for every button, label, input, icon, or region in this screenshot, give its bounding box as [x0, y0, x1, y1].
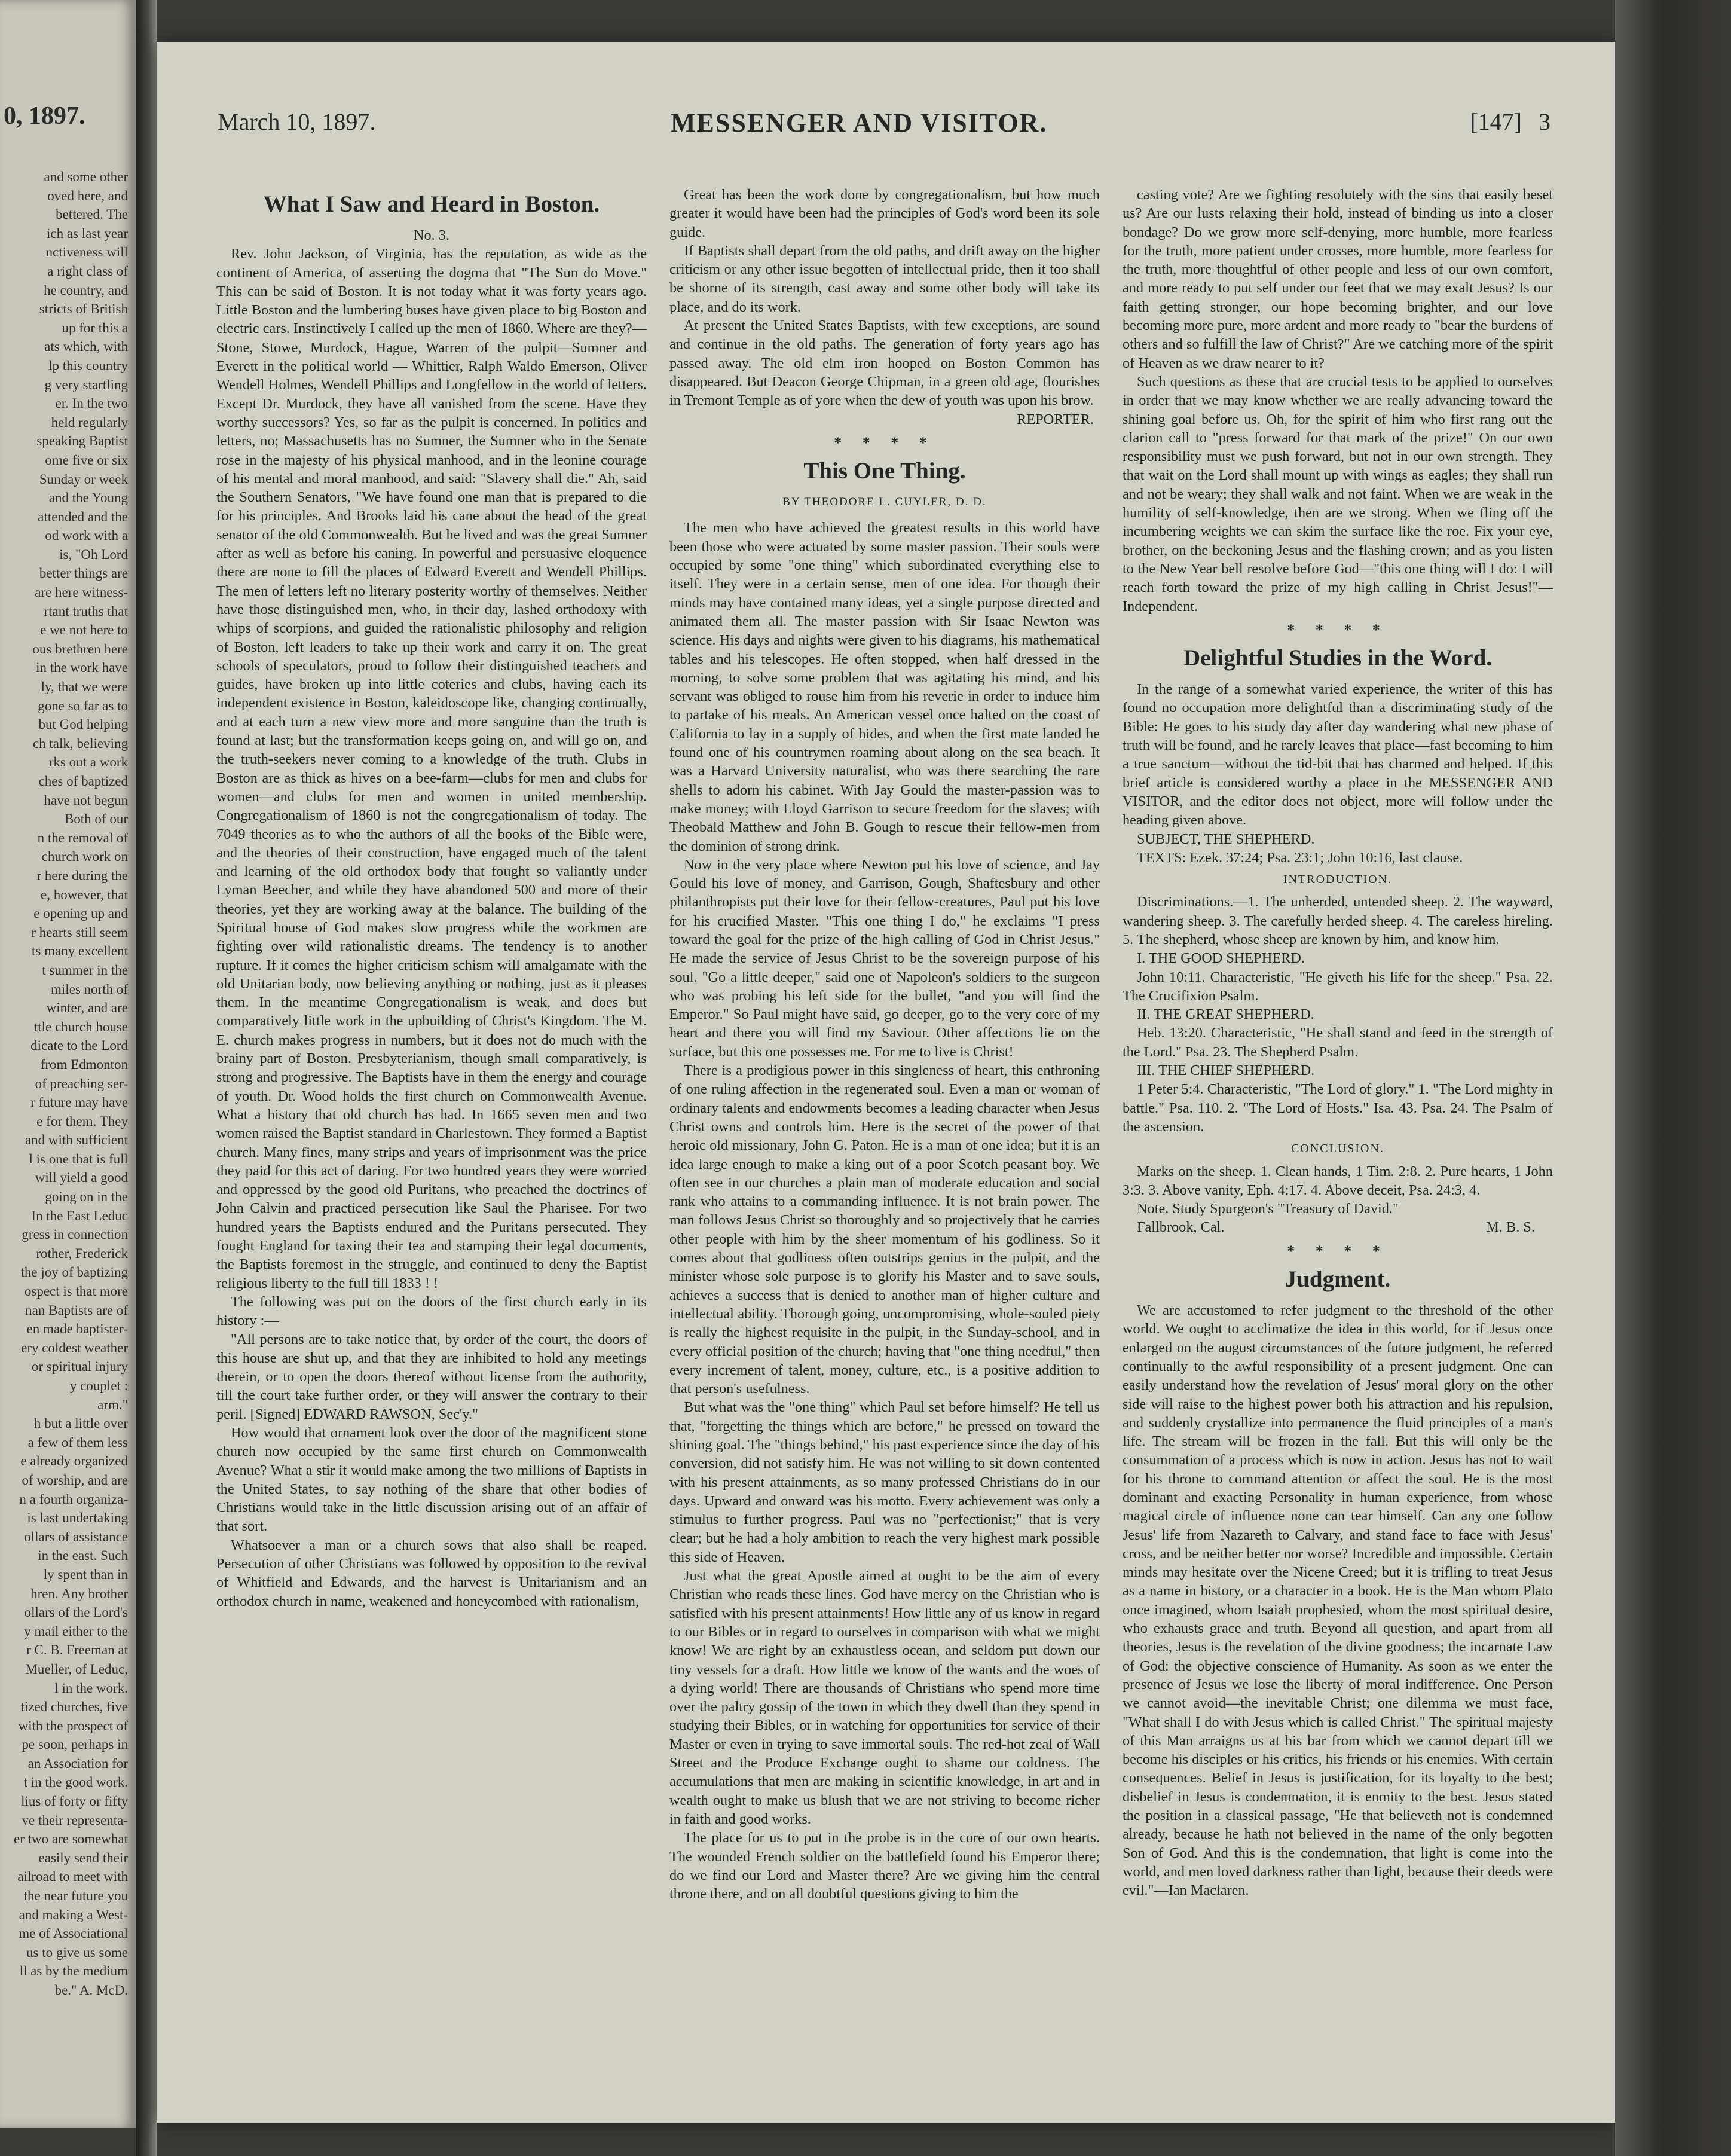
adjacent-page-line: y couplet : [69, 1378, 128, 1393]
adjacent-page-line: ll as by the medium [19, 1963, 128, 1979]
article-body-one-thing-continued [1123, 185, 1553, 616]
adjacent-page-line: hren. Any brother [30, 1586, 128, 1601]
adjacent-page-line: up for this a [62, 320, 128, 335]
adjacent-page-line: attended and the [38, 509, 128, 524]
adjacent-page-line: ats which, with [44, 339, 128, 355]
adjacent-page-line: gone so far as to [38, 698, 128, 713]
adjacent-page-line: t summer in the [42, 962, 128, 978]
adjacent-page-line: arm." [97, 1397, 128, 1412]
adjacent-page-line: l in the work. [54, 1680, 128, 1696]
studies-initials: M. B. S. [1486, 1219, 1535, 1236]
adjacent-page-line: winter, and are [46, 1000, 128, 1016]
adjacent-page-line: e for them. They [36, 1113, 128, 1129]
page-number: [147] 3 [1470, 108, 1550, 135]
article-signature: REPORTER. [1017, 411, 1094, 427]
adjacent-page-line: tized churches, five [20, 1699, 128, 1715]
studies-texts: TEXTS: Ezek. 37:24; Psa. 23:1; John 10:16, last clause. [1137, 849, 1463, 866]
article-body-one-thing [669, 518, 1100, 1903]
article-paragraph: There is a prodigious power in this singleness of heart, this enthroning of one ruling affection in the regenerated soul. Even a man or woman of ordinary talents and endowments becomes a leading character when Jesus Christ owns and controls him. Here is the secret of the power of that heroic old missionary, John G. Paton. He is a man of one idea; but it is an idea large enough to make a king out of a poor Scotch peasant boy. We often see in our churches a plain man of moderate education and social rank who attains to a commanding influence. It is not brain power. The man follows Jesus Christ so thoroughly and so projectively that he carries other people with him by the sheer momentum of his godliness. So it comes about that godliness often outstrips genius in the pulpit, and the minister whose sole purpose is to glorify his Master and to save souls, achieves a success that is denied to another man of higher culture and intellectual ability. Thorough going, uncompromising, whole-souled piety is really the highest requisite in the pulpit, in the Sunday-school, and in every official position of the church; having that "one thing needful," then every increment of talent, money, culture, etc., is a positive addition to that person's usefulness. [669, 1062, 1100, 1397]
outline-item: II. THE GREAT SHEPHERD. [1137, 1006, 1314, 1023]
adjacent-page-line: have not begun [44, 792, 128, 808]
adjacent-page-line: of worship, and are [22, 1472, 128, 1488]
adjacent-page-text [0, 167, 128, 2000]
adjacent-page-line: lius of forty or fifty [21, 1794, 128, 1809]
outline-item: John 10:11. Characteristic, "He giveth his life for the sheep." Psa. 22. The Crucifixion Psalm. [1123, 969, 1553, 1004]
introduction-heading: INTRODUCTION. [1283, 873, 1393, 887]
article-paragraph: Rev. John Jackson, of Virginia, has the reputation, as wide as the continent of America, of asserting the dogma that "The Sun do Move." This can be said of Boston. It is not today what it was forty years ago. Little Boston and the lumbering buses have given place to big Boston and electric cars. Instinctively I called up the men of 1860. Where are they?—Stone, Stowe, Murdock, Hague, Warren of the pulpit—Sumner and Everett in the political world — Whittier, Ralph Waldo Emerson, Oliver Wendell Holmes, Wendell Phillips and Longfellow in the world of letters. Except Dr. Murdock, they have all vanished from the scene. Have they worthy successors? Yes, so far as the pulpit is concerned. In politics and letters, no; Massachusetts has no Sumner, the Sumner who in the Senate rose in the majesty of his physical manhood, and in the leonine courage of his mental and moral manhood, and said: "Slavery shall die." Ah, said the Southern Senators, "We have found one man that is prepared to die for his principles. And Brooks laid his cane about the head of the great senator of the old Commonwealth. But he lived and was the great Sumner after as well as before his caning. In powerful and persuasive eloquence there are none to fill the places of Edward Everett and Wendell Phillips. The men of letters left no literary posterity worthy of themselves. Neither have those distinguished men, who, in their day, lashed orthodoxy with whips of scorpions, and guided the rationalistic philosophy and religion of Boston, left leaders to take up their work and carry it on. The great schools of speculators, proud to follow their distinguished teachers and guides, have broken up into little coteries and clubs, having each its independent existence in Boston, kaleidoscope like, changing continually, and at each turn a new view more and more sanguine than the truth is found at last; but the transformation keeps going on, and will go on, and the truth-seekers never coming to a knowledge of the truth. Clubs in Boston are as thick as hives on a bee-farm—clubs for men and clubs for women—and clubs for men and women in united membership. Congregationalism of 1860 is not the congregationalism of today. The 7049 theories as to who the authors of all the books of the Bible were, and the theories of their construction, have engaged much of the talent and learning of the old orthodox body that fought so valiantly under Lyman Beecher, and while they have abandoned 500 and more of their theories, yet they are working away at the balance. The building of the Spiritual house of God makes slow progress while the workmen are fighting over wild rationalistic dreams. The tendency is to another rupture. If it comes the higher criticism schism will amalgamate with the old Unitarian body, now believing anything or nothing, just as it pleases them. In the meantime Congregationalism is weak, and does but comparatively little work in the upbuilding of Christ's Kingdom. The M. E. church makes progress in numbers, but it does not do much with the brainy part of Boston. Presbyterianism, though small comparatively, is strong and progressive. The Baptists have in them the energy and courage of youth. Dr. Wood holds the first church on Commonwealth Avenue. What a history that old church has had. In 1665 seven men and two women raised the Baptist standard in Charlestown. They formed a Baptist church. Many fines, many strips and years of imprisonment was the price they paid for this act of daring. For two hundred years they were worried and oppressed by the good old Puritans, who preached the doctrines of John Calvin and practiced persecution like Saul the Pharisee. For two hundred years the Baptists endured and the Puritans persecuted. They fought England for taxing their tea and stamping their legal documents, the Baptists foremost in the struggle, and continued to deny the Baptist religious liberty to the full till 1833 ! ! [216, 246, 647, 1291]
book-gutter [136, 0, 157, 2156]
adjacent-page-line: er two are somewhat [14, 1831, 128, 1847]
adjacent-page-line: ollars of the Lord's [24, 1605, 128, 1620]
adjacent-page-line: stricts of British [39, 301, 128, 317]
article-paragraph: The place for us to put in the probe is in the core of our own hearts. The wounded French soldier on the battlefield found his Emperor there; do we find our Lord and Master there? Are we giving him the central throne there, and on all doubtful questions giving to him the [669, 1830, 1100, 1902]
adjacent-page-line: ly spent than in [43, 1566, 128, 1582]
adjacent-page-line: in the work have [36, 660, 128, 676]
adjacent-page-line: with the prospect of [18, 1718, 128, 1733]
adjacent-page-line: held regularly [51, 414, 128, 430]
adjacent-page-line: rother, Frederick [36, 1245, 128, 1261]
adjacent-page-line: from Edmonton [40, 1056, 128, 1072]
adjacent-page-line: better things are [39, 566, 128, 581]
adjacent-page-line: easily send their [38, 1850, 128, 1865]
adjacent-page-line: h but a little over [33, 1416, 128, 1431]
adjacent-page-line: g very startling [44, 377, 128, 392]
studies-discriminations: Discriminations.—1. The unherded, untended sheep. 2. The wayward, wandering sheep. 3. The carefully herded sheep. 4. The careless hireling. 5. The shepherd, whose sheep are known by him, and know him. [1123, 894, 1553, 948]
adjacent-page-line: speaking Baptist [36, 433, 128, 449]
adjacent-page-line: ch talk, believing [32, 735, 128, 751]
adjacent-page-line: Mueller, of Leduc, [25, 1661, 128, 1676]
adjacent-page-line: pe soon, perhaps in [22, 1737, 128, 1752]
adjacent-page-line: r C. B. Freeman at [26, 1642, 128, 1658]
article-paragraph: But what was the "one thing" which Paul set before himself? He tell us that, "forgetting the things which are before," he pressed on toward the shining goal. The "things behind," his past experience since the day of his conversion, did not satisfy him. He was not willing to sit down contented with his present attainments, as so many professed Christians do in our days. Upward and onward was his motto. Every achievement was only a stimulus to further progress. Paul was no "perfectionist;" that is very clear; but he had a holy ambition to reach the very highest mark possible this side of Heaven. [669, 1399, 1100, 1565]
adjacent-page-line: dicate to the Lord [30, 1038, 128, 1053]
adjacent-page-line: a few of them less [27, 1434, 128, 1450]
adjacent-page-line: and with sufficient [25, 1132, 128, 1148]
adjacent-page-line: ve their representa- [22, 1812, 128, 1828]
adjacent-page-line: church work on [41, 849, 128, 865]
outline-item: III. THE CHIEF SHEPHERD. [1137, 1062, 1315, 1079]
adjacent-page-line: rtant truths that [44, 603, 128, 619]
adjacent-page-line: nctiveness will [45, 245, 128, 260]
article-paragraph: casting vote? Are we fighting resolutely with the sins that easily beset us? Are our lusts relaxing their hold, instead of binding us into a closer bondage? Do we grow more self-denying, more humble, more fearless for the truth, more patient under crosses, more humble, more fearless for the truth, more thoughtful of other people and less of our own comfort, and more ready to put self under our feet that we may exalt Jesus? Is our faith getting stronger, our hope becoming brighter, and our love becoming more pure, more ardent and more ready to "bear the burdens of others and so fulfill the law of Christ?" Are we catching more of the spirit of Heaven as we draw nearer to it? [1123, 187, 1553, 371]
adjacent-page-line: n a fourth organiza- [19, 1491, 128, 1507]
adjacent-page-line: r hearts still seem [31, 924, 128, 940]
studies-outline [1123, 949, 1553, 1136]
studies-marks: Marks on the sheep. 1. Clean hands, 1 Tim. 2:8. 2. Pure hearts, 1 John 3:3. 3. Above vanity, Eph. 4:17. 4. Above deceit, Psa. 24:3, 4. [1123, 1163, 1553, 1198]
adjacent-page-line: in the east. Such [38, 1548, 128, 1563]
article-paragraph: "All persons are to take notice that, by order of the court, the doors of this house are shut up, and that they are inhibited to hold any meetings therein, or to open the doors thereof without license from the authority, till the court take further order, or they will answer the contrary to their peril. [Signed] EDWARD RAWSON, Sec'y." [216, 1331, 647, 1422]
column-2 [669, 185, 1100, 1903]
outline-item: 1 Peter 5:4. Characteristic, "The Lord of glory." 1. "The Lord mighty in battle." Psa. 110. 2. "The Lord of Hosts." Isa. 43. Psa. 24. The Psalm of the ascension. [1123, 1081, 1553, 1135]
adjacent-page-line: me of Associational [19, 1926, 128, 1941]
adjacent-page-line: is, "Oh Lord [59, 546, 128, 562]
masthead-title: MESSENGER AND VISITOR. [671, 108, 1048, 138]
article-paragraph: How would that ornament look over the door of the magnificent stone church now occupied by the same first church on Commonwealth Avenue? What a stir it would make among the two millions of Baptists in the United States, to say nothing of the share that other bodies of Christians would take in the little discussion arising out of an affair of that sort. [216, 1425, 647, 1535]
article-title-judgment: Judgment. [1285, 1266, 1391, 1293]
adjacent-page-line: ome five or six [45, 452, 128, 468]
adjacent-page-line: the near future you [23, 1888, 128, 1904]
article-paragraph: Now in the very place where Newton put his love of science, and Jay Gould his love of money, and Garrison, Gough, Shaftesbury and other philanthropists put their love for their fellow-creatures, Paul put his love for his crucified Master. "This one thing I do," he exclaims "I press toward the goal for the prize of the high calling of God in Christ Jesus." He made the service of Jesus Christ to be the sovereign purpose of his soul. "Go a little deeper," said one of Napoleon's soldiers to the surgeon who was probing his left side for the bullet, "and you will find the Emperor." So Paul might have said, go deeper, go to the very core of my heart and there you will find my Saviour. Other affections lie on the surface, but this one possesses me. For me to live is Christ! [669, 856, 1100, 1060]
adjacent-page-line: t in the good work. [23, 1775, 128, 1790]
adjacent-page-line: ts many excellent [32, 943, 128, 959]
adjacent-page-line: ollars of assistance [24, 1529, 128, 1544]
article-title-one-thing: This One Thing. [803, 458, 966, 484]
adjacent-page-line: of preaching ser- [35, 1076, 128, 1091]
adjacent-page-line: a right class of [47, 263, 128, 279]
adjacent-page-line: us to give us some [26, 1944, 128, 1960]
article-title-boston: What I Saw and Heard in Boston. [263, 191, 600, 217]
book-edge [1615, 0, 1731, 2156]
outline-item: I. THE GOOD SHEPHERD. [1137, 950, 1305, 967]
issue-date: March 10, 1897. [218, 108, 376, 135]
adjacent-page-line: ous brethren here [32, 641, 128, 656]
adjacent-page-line: Sunday or week [39, 471, 128, 487]
column-3 [1123, 185, 1553, 1900]
adjacent-page-line: In the East Leduc [31, 1208, 128, 1223]
studies-place: Fallbrook, Cal. [1137, 1219, 1225, 1236]
adjacent-page-line: l is one that is full [29, 1151, 128, 1166]
adjacent-page-line: n the removal of [37, 830, 128, 845]
article-paragraph: Just what the great Apostle aimed at ought to be the aim of every Christian who reads these lines. God have mercy on the Christian who is satisfied with his present attainments! How little any of us know in regard to our Bibles or in regard to ourselves in comparison with what we might know! We are right by an exhaustless ocean, and seldom put down our tiny vessels for a draft. How little we know of the wants and the woes of a dying world! There are thousands of Christians who spend more time over the paltry gossip of the town in which they dwell than they spend in studying their Bibles, or in watching for opportunities for service of their Master or even in trying to save immortal souls. The red-hot zeal of Wall Street and the Produce Exchange ought to shame our coldness. The accumulations that men are making in scientific knowledge, in art and in wealth ought to make us blush that we are not striving to become richer in faith and good works. [669, 1568, 1100, 1827]
adjacent-page-line: od work with a [45, 528, 128, 543]
adjacent-page-line: will yield a good [35, 1170, 128, 1186]
page-header [157, 108, 1615, 143]
article-paragraph: At present the United States Baptists, with few exceptions, are sound and continue in the old paths. The generation of forty years ago has passed away. The old elm iron hooped on Boston Common has disappeared. But Deacon George Chipman, in a green old age, flourishes in Tremont Temple as of yore when the dew of youth was upon his brow. [669, 317, 1100, 409]
adjacent-page-line: and the Young [48, 490, 128, 506]
article-body-judgment: We are accustomed to refer judgment to the threshold of the other world. We ought to acclimatize the idea in this world, for if Jesus once enlarged on the august circumstances of the future judgment, he referred continually to the awful responsibility of a present judgment. One can easily understand how the revelation of Jesus' moral glory on the other side will raise to the highest power both his attraction and his repulsion, and suddenly crystallize into permanence the fluid principles of a man's life. The stream will be frozen in the fall. But this will only be the consummation of a process which is now in action. Jesus has not to wait for his throne to command attention or affect the soul. He is the most dominant and exacting Personality in human experience, from whose magical circle of influence none can tear himself. Can any one follow Jesus' life from Nazareth to Calvary, and stand face to face with Jesus' cross, and be neither better nor worse? Incredible and impossible. Certain minds may hesitate over the Nicene Creed; but it is trifling to treat Jesus as a name in history, or a character in a book. He is the Man whom Plato once imagined, whom Isaiah prophesied, whom the most spiritual desire, who exhausts grace and truth. Beyond all question, and apart from all theories, Jesus is the revelation of the divine goodness; the incarnate Law of God: the objective conscience of Humanity. As soon as we enter the presence of Jesus we lose the liberty of moral indifference. One Person we cannot avoid—the inevitable Christ; one dilemma we must face, "What shall I do with Jesus which is called Christ." The spiritual majesty of this Man arraigns us at his bar from which we cannot depart till we become his disciples or his critics, his friends or his enemies. With certain consequences. Belief in Jesus is justification, for its loyalty to the best; disbelief in Jesus is condemnation, it is enmity to the best. Jesus stated the position in a classical passage, "He that believeth not is condemned already, because he hath not believed in the name of the only begotten Son of God. And this is the condemnation, that light is come into the world, and men loved darkness rather than light, because their deeds were evil."—Ian Maclaren. [1123, 1302, 1553, 1899]
adjacent-page-line: is last undertaking [27, 1510, 128, 1526]
studies-note: Note. Study Spurgeon's "Treasury of David." [1137, 1201, 1399, 1217]
adjacent-page-line: or spiritual injury [32, 1359, 128, 1375]
article-body-boston-continued [669, 185, 1100, 410]
adjacent-page-line: oved here, and [47, 188, 128, 203]
adjacent-page-line: en made baptister- [26, 1321, 128, 1337]
column-1 [216, 185, 647, 1611]
adjacent-page-line: an Association for [27, 1755, 128, 1771]
adjacent-page-line: ly, that we were [41, 679, 128, 695]
adjacent-page-line: er. In the two [55, 396, 128, 411]
adjacent-page-line: be." A. McD. [54, 1983, 128, 1998]
adjacent-page-line: y mail either to the [24, 1623, 128, 1639]
adjacent-page-line: nan Baptists are of [25, 1302, 128, 1318]
article-paragraph: The following was put on the doors of the first church early in its history :— [216, 1293, 647, 1329]
article-byline: BY THEODORE L. CUYLER, D. D. [782, 496, 987, 509]
newspaper-page [157, 42, 1615, 2123]
adjacent-page-line: ches of baptized [38, 774, 128, 789]
adjacent-page-line: and some other [44, 169, 128, 184]
adjacent-page-line: miles north of [50, 981, 128, 997]
conclusion-heading: CONCLUSION. [1291, 1142, 1384, 1156]
adjacent-page-line: e we not here to [40, 622, 128, 638]
studies-intro: In the range of a somewhat varied experience, the writer of this has found no occupation more delightful than a discriminating study of the Bible: He goes to his study day after day wandering what new phase of truth will be found, and he rarely leaves that place—fast becoming to him a true sanctum—without the tid-bit that has charmed and helped. If this brief article is considered worthy a place in the MESSENGER AND VISITOR, and the editor does not object, more will follow under the heading given above. [1123, 681, 1553, 829]
adjacent-page-header: 0, 1897. [4, 102, 85, 130]
article-paragraph: Whatsoever a man or a church sows that also shall be reaped. Persecution of other Christians was followed by opposition to the revival of Whitfield and Edwards, and the harvest is Unitarianism and an orthodox church in name, weakened and honeycombed with rationalism, [216, 1537, 647, 1610]
adjacent-page-line: e, however, that [41, 887, 128, 902]
adjacent-page-line: r future may have [30, 1095, 128, 1110]
adjacent-page-line: ich as last year [46, 225, 128, 241]
section-divider: * * * * [1287, 1242, 1389, 1260]
article-paragraph: The men who have achieved the greatest results in this world have been those who were actuated by some master passion. Their souls were occupied by some "one thing" which subordinated everything else to itself. They were in a certain sense, men of one idea. For though their minds may have contained many ideas, yet a single purpose directed and animated them all. The master passion with Sir Isaac Newton was science. His days and nights were given to his diagrams, his mathematical tables and his telescopes. He often stopped, when half dressed in the morning, to solve some problem that was agitating his mind, and his servant was obliged to rouse him from his reverie in order to induce him to partake of his meals. An American vessel once halted on the coast of California to lay in a supply of hides, and when the first mate landed he found one of his countrymen roaming about along on the sea beach. It was a Harvard University naturalist, who was there searching the rare shells to adorn his cabinet. With Jay Gould the master-passion was to make money; with Lloyd Garrison to secure freedom for the slaves; with Theobald Matthew and John B. Gough to rescue their fellow-men from the dominion of strong drink. [669, 520, 1100, 854]
studies-subject: SUBJECT, THE SHEPHERD. [1137, 830, 1315, 847]
adjacent-page-line: but God helping [38, 717, 128, 732]
adjacent-page-line: gress in connection [22, 1227, 128, 1242]
adjacent-page-line: ospect is that more [24, 1284, 128, 1299]
adjacent-page-line: are here witness- [35, 585, 128, 600]
adjacent-page-line: going on in the [45, 1189, 128, 1205]
adjacent-page-line: e opening up and [33, 906, 128, 921]
adjacent-page-line: lp this country [48, 358, 128, 373]
adjacent-page-fragment [0, 0, 136, 2128]
studies-signature-line [1123, 1218, 1553, 1236]
adjacent-page-line: ttle church house [33, 1019, 128, 1034]
adjacent-page-line: e already organized [20, 1453, 128, 1469]
outline-item: Heb. 13:20. Characteristic, "He shall stand and feed in the strength of the Lord." Psa. 23. The Shepherd Psalm. [1123, 1025, 1553, 1060]
article-paragraph: Great has been the work done by congregationalism, but how much greater it would have been had the principles of God's word been its sole guide. [669, 187, 1100, 240]
section-divider: * * * * [1287, 621, 1389, 639]
article-paragraph: If Baptists shall depart from the old paths, and drift away on the higher criticism or any other issue begotten of intellectual pride, then it too shall be shorne of its strength, cast away and some other body will take its place, and do its work. [669, 242, 1100, 315]
adjacent-page-line: r here during the [36, 868, 128, 883]
article-number: No. 3. [413, 227, 450, 243]
adjacent-page-line: rks out a work [48, 755, 128, 770]
article-paragraph: Such questions as these that are crucial tests to be applied to ourselves in order that we may know whether we are really advancing toward the shining goal before us. Oh, for the spirit of him who first rang out the clarion call to "press forward for that mark of the prize!" On our own responsibility must we push forward, but not in our own strength. They that wait on the Lord shall mount up with wings as eagles; they shall run and not be weary; they shall walk and not faint. When we are weak in the humility of self-knowledge, then are we strong. When we fling off the incumbering weights we can skim the surface like the roe. Fix your eye, brother, on the beckoning Jesus and the flashing crown; and as you listen to the New Year bell resolve before God—"this one thing will I do: I will reach forth toward the prize of my high calling in Christ Jesus!"—Independent. [1123, 373, 1553, 615]
adjacent-page-line: and making a West- [19, 1907, 128, 1922]
adjacent-page-line: the joy of baptizing [20, 1265, 128, 1280]
adjacent-page-line: ery coldest weather [21, 1340, 128, 1355]
adjacent-page-line: bettered. The [56, 207, 128, 222]
adjacent-page-line: ailroad to meet with [17, 1869, 128, 1885]
article-title-studies: Delightful Studies in the Word. [1183, 645, 1493, 671]
article-body-boston [216, 245, 647, 1611]
adjacent-page-line: he country, and [44, 282, 128, 298]
adjacent-page-line: Both of our [64, 811, 128, 827]
section-divider: * * * * [834, 433, 935, 451]
